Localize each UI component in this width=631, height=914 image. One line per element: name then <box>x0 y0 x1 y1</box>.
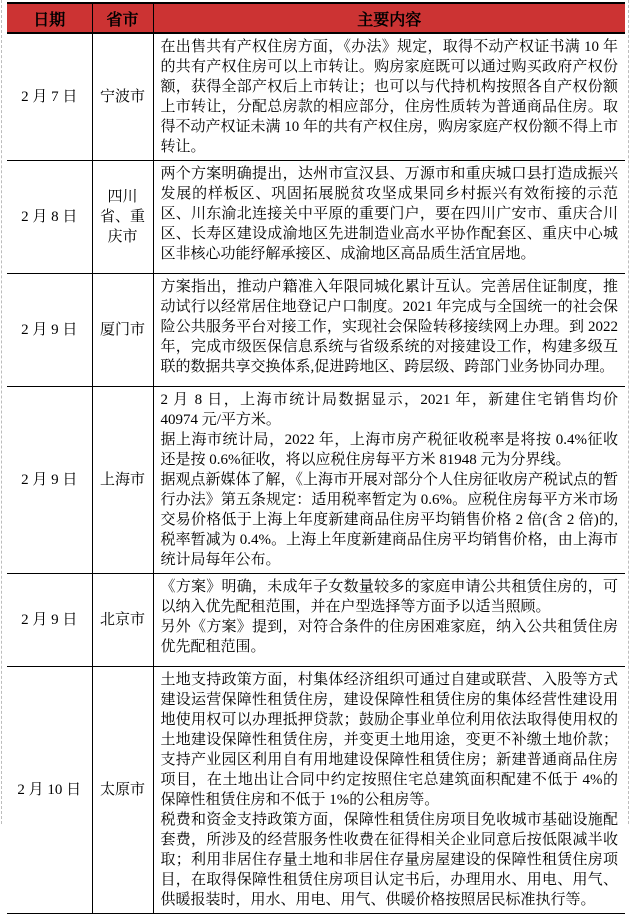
city-cell: 厦门市 <box>92 274 153 387</box>
city-cell: 北京市 <box>92 574 153 667</box>
city-cell: 太原市 <box>92 667 153 914</box>
table-row <box>7 387 625 574</box>
content-paragraph: 据观点新媒体了解，《上海市开展对部分个人住房征收房产税试点的暂行办法》第五条规定：适用税率暂定为 0.6%。应税住房每平方米市场交易价格低于上海上年度新建商品住房平均销售价格 2 倍(含 2 倍)的,税率暂减为 0.4%。上海上年度新建商品住房平均销售价格，由上海市统计局每年公布。 <box>160 472 619 568</box>
table-row <box>7 161 625 274</box>
date-cell: 2 月 7 日 <box>7 33 92 161</box>
city-cell: 四川省、重庆市 <box>92 161 153 274</box>
content-paragraph: 税费和资金支持政策方面，保障性租赁住房项目免收城市基础设施配套费，所涉及的经营服务性收费在征得相关企业同意后按低限减半收取；利用非居住存量土地和非居住存量房屋建设的保障性租赁住房项目，在取得保障性租赁住房项目认定书后，办理用水、用电、用气、供暖报装时，用水、用电、用气、供暖价格按照居民标准执行等。 <box>160 812 618 908</box>
content-paragraph: 2 月 8 日，上海市统计局数据显示，2021 年，新建住宅销售均价 40974 元/平方米。 <box>160 392 618 428</box>
content-paragraph: 在出售共有产权住房方面，《办法》规定，取得不动产权证书满 10 年的共有产权住房可以上市转让。购房家庭既可以通过购买政府产权份额，获得全部产权后上市转让；也可以与代持机构按照各自产权份额上市转让，分配总房款的相应部分，住房性质转为普通商品住房。取得不动产权证未满 10 年的共有产权住房，购房家庭产权份额不得上市转让。 <box>160 39 619 155</box>
table-row <box>7 33 625 161</box>
table-header-row <box>7 3 625 33</box>
city-cell: 上海市 <box>92 387 153 574</box>
content-cell <box>153 667 625 914</box>
content-paragraph: 据上海市统计局，2022 年，上海市房产税征收税率是将按 0.4%征收还是按 0.6%征收，将以应税住房每平方米 81948 元为分界线。 <box>160 432 618 468</box>
date-cell: 2 月 9 日 <box>7 574 92 667</box>
content-cell <box>153 274 625 387</box>
table-row <box>7 274 625 387</box>
content-cell <box>153 574 625 667</box>
date-cell: 2 月 10 日 <box>7 667 92 914</box>
column-header-content: 主要内容 <box>153 3 625 33</box>
page-guide-left <box>1 0 2 824</box>
content-cell <box>153 161 625 274</box>
page-guide-right <box>628 0 629 824</box>
content-paragraph: 方案指出，推动户籍准入年限同城化累计互认。完善居住证制度，推动试行以经常居住地登记户口制度。2021 年完成与全国统一的社会保险公共服务平台对接工作，实现社会保险转移接续网上办理。到 2022 年，完成市级医保信息系统与省级系统的对接建设工作，构建多级互联的数据共享交换体系,促进跨地区、跨层级、跨部门业务协同办理。 <box>160 279 618 375</box>
city-cell: 宁波市 <box>92 33 153 161</box>
date-cell: 2 月 8 日 <box>7 161 92 274</box>
table-row <box>7 667 625 914</box>
content-paragraph: 另外《方案》提到，对符合条件的住房困难家庭，纳入公共租赁住房优先配租范围。 <box>160 619 618 655</box>
policy-table <box>7 2 625 914</box>
content-paragraph: 两个方案明确提出，达州市宣汉县、万源市和重庆城口县打造成振兴发展的样板区、巩固拓展脱贫攻坚成果同乡村振兴有效衔接的示范区、川东渝北连接关中平原的重要门户，要在四川广安市、重庆合川区、长寿区建设成渝地区先进制造业高水平协作配套区、重庆中心城区非核心功能纾解承接区、成渝地区高品质生活宜居地。 <box>160 166 618 262</box>
column-header-date: 日期 <box>7 3 92 33</box>
content-paragraph: 土地支持政策方面，村集体经济组织可通过自建或联营、入股等方式建设运营保障性租赁住房，建设保障性租赁住房的集体经营性建设用地使用权可以办理抵押贷款；鼓励企事业单位利用依法取得使用权的土地建设保障性租赁住房，并变更土地用途，变更不补缴土地价款；支持产业园区利用自有用地建设保障性租赁住房；新建普通商品住房项目，在土地出让合同中约定按照住宅总建筑面积配建不低于 4%的保障性租赁住房和不低于 1%的公租房等。 <box>160 672 618 808</box>
column-header-city: 省市 <box>92 3 153 33</box>
date-cell: 2 月 9 日 <box>7 274 92 387</box>
table-row <box>7 574 625 667</box>
content-cell <box>153 387 625 574</box>
content-cell <box>153 33 625 161</box>
content-paragraph: 《方案》明确，未成年子女数量较多的家庭申请公共租赁住房的，可以纳入优先配租范围，并在户型选择等方面予以适当照顾。 <box>160 579 618 615</box>
date-cell: 2 月 9 日 <box>7 387 92 574</box>
